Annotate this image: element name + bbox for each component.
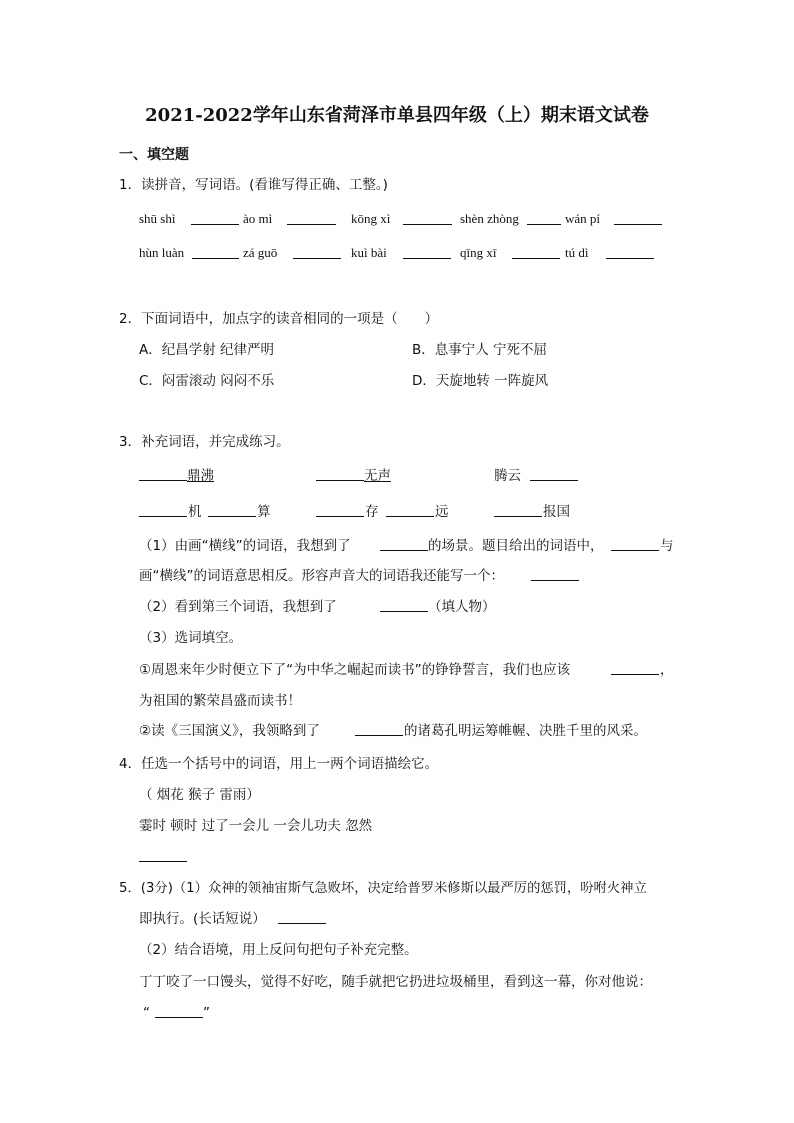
quote-close: ” (203, 1005, 210, 1021)
page-title: 2021-2022学年山东省菏泽市单县四年级（上）期末语文试卷 (145, 105, 649, 126)
answer-blank (611, 537, 659, 551)
q3-sub1-text: 画“横线”的词语意思相反。形容声音大的词语我还能写一个： (139, 568, 504, 584)
pinyin-5: wán pí (565, 211, 601, 226)
idiom-part: 无声 (364, 468, 391, 484)
pinyin-9: qīng xī (460, 245, 497, 260)
q5-text: 丁丁咬了一口馒头，觉得不好吃，随手就把它扔进垃圾桶里，看到这一幕，你对他说： (139, 974, 652, 990)
answer-blank (530, 467, 578, 481)
idiom-part: 报国 (543, 504, 570, 520)
pinyin-4: shèn zhòng (460, 211, 519, 226)
answer-blank (139, 848, 187, 862)
answer-blank (316, 503, 364, 517)
q3-choice1-text: 为祖国的繁荣昌盛而读书！ (139, 693, 301, 709)
answer-blank (606, 245, 654, 259)
q3-sub3-text: （3）选词填空。 (139, 630, 243, 646)
answer-blank (380, 598, 428, 612)
answer-blank (512, 245, 560, 259)
answer-blank (403, 211, 452, 225)
pinyin-6: hùn luàn (139, 245, 185, 260)
pinyin-8: kuì bài (351, 245, 387, 260)
idiom-part: 算 (257, 504, 271, 520)
answer-blank (355, 722, 403, 736)
q4-words: 霎时 顿时 过了一会儿 一会儿功夫 忽然 (139, 818, 373, 834)
idiom-part: 鼎沸 (187, 468, 214, 484)
q3-sub2-text: （2）看到第三个词语，我想到了 (139, 599, 337, 615)
idiom-part: 腾云 (494, 468, 521, 484)
idiom-part: 机 (188, 504, 202, 520)
q5-text: （2）结合语境，用上反问句把句子补充完整。 (139, 942, 418, 958)
quote-open: “ (143, 1005, 150, 1021)
answer-blank (614, 211, 662, 225)
answer-blank (139, 503, 187, 517)
answer-blank (316, 467, 364, 481)
answer-blank (380, 537, 428, 551)
option-b: B．息事宁人 宁死不屈 (412, 342, 548, 358)
answer-blank (191, 211, 239, 225)
question-4-stem: 4．任选一个括号中的词语，用上一两个词语描绘它。 (119, 756, 439, 772)
pinyin-1: shū shì (139, 211, 176, 226)
q5-text: 即执行。(长话短说） (139, 911, 266, 927)
answer-blank (139, 467, 187, 481)
answer-blank (192, 245, 239, 259)
q3-sub1-text: 与 (660, 538, 674, 554)
q4-options: （ 烟花 猴子 雷雨） (139, 787, 260, 803)
q3-sub1-text: 的场景。题目给出的词语中， (428, 538, 604, 554)
q3-choice2-text: 的诸葛孔明运筹帷幄、决胜千里的风采。 (404, 723, 647, 739)
answer-blank (208, 503, 256, 517)
answer-blank (386, 503, 434, 517)
answer-blank (494, 503, 542, 517)
section-heading: 一、填空题 (119, 147, 189, 163)
q3-choice2-text: ②读《三国演义》，我领略到了 (139, 723, 320, 739)
option-a: A．纪昌学射 纪律严明 (139, 342, 275, 358)
q3-sub2-text: （填人物） (428, 599, 496, 615)
idiom-part: 远 (435, 504, 449, 520)
q3-choice1-text: ， (660, 662, 674, 678)
question-2-stem: 2．下面词语中，加点字的读音相同的一项是（ ） (119, 311, 439, 327)
pinyin-7: zá guō (243, 245, 278, 260)
pinyin-2: ào mì (243, 211, 273, 226)
answer-blank (278, 910, 326, 924)
question-3-stem: 3．补充词语，并完成练习。 (119, 434, 290, 450)
question-5-stem: 5．(3分)（1）众神的领袖宙斯气急败坏，决定给普罗米修斯以最严厉的惩罚，吩咐火神立 (119, 881, 647, 896)
answer-blank (155, 1004, 203, 1018)
q3-sub1-text: （1）由画“横线”的词语，我想到了 (139, 538, 351, 554)
answer-blank (527, 211, 561, 225)
answer-blank (293, 245, 341, 259)
option-c: C．闷雷滚动 闷闷不乐 (139, 373, 275, 389)
question-1-stem: 1．读拼音，写词语。(看谁写得正确、工整。) (119, 177, 388, 193)
answer-blank (287, 211, 336, 225)
pinyin-3: kōng xì (351, 211, 391, 226)
idiom-part: 存 (365, 504, 379, 520)
answer-blank (611, 661, 659, 675)
q3-choice1-text: ①周恩来年少时便立下了“为中华之崛起而读书”的铮铮誓言，我们也应该 (139, 662, 571, 678)
option-d: D．天旋地转 一阵旋风 (412, 373, 549, 389)
answer-blank (403, 245, 451, 259)
pinyin-10: tú dì (565, 245, 589, 260)
answer-blank (531, 567, 579, 581)
